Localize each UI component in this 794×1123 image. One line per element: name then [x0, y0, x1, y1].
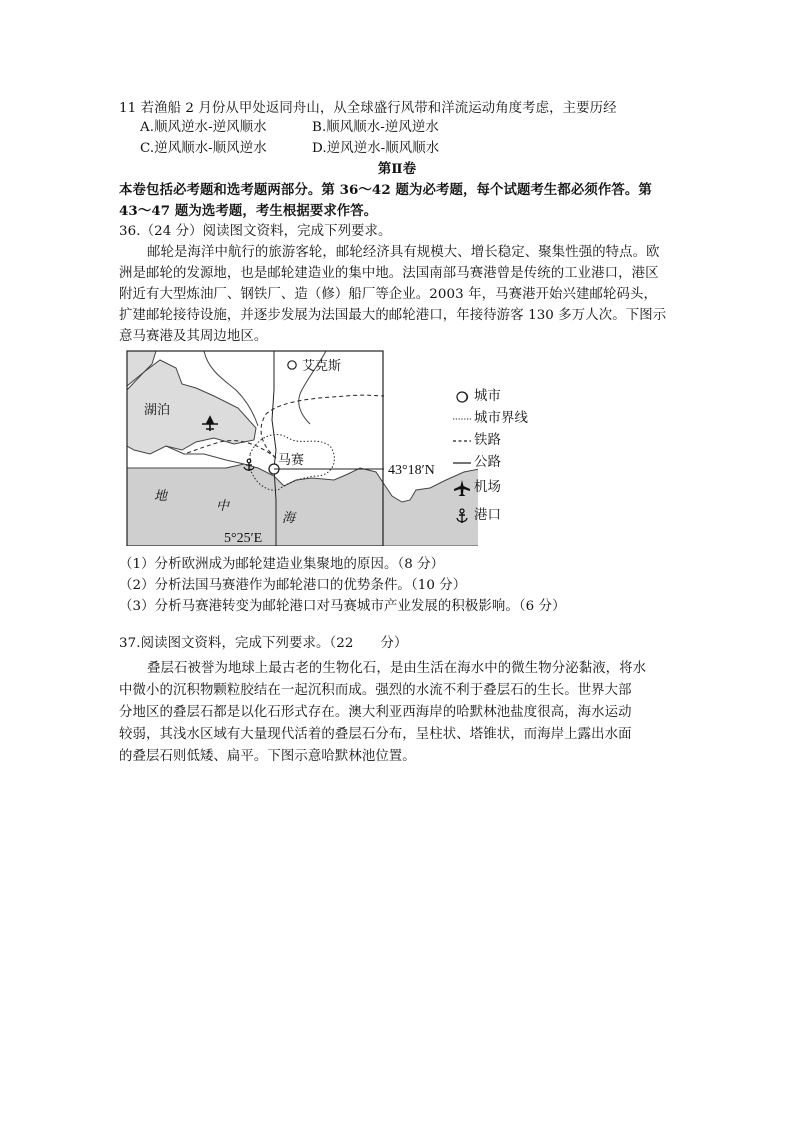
q36-para-line: 扩建邮轮接待设施，并逐步发展为法国最大的邮轮港口，年接待游客 130 多万人次。下图示 — [119, 308, 667, 323]
q11-stem: 11 若渔船 2 月份从甲处返同舟山，从全球盛行风带和洋流运动角度考虑，主要历经 — [119, 101, 617, 116]
q36-sub-question: （1）分析欧洲成为邮轮建造业集聚地的原因。（8 分） — [119, 557, 445, 572]
q37-header: 37.阅读图文资料，完成下列要求。（22 分） — [119, 636, 408, 651]
road-icon — [452, 455, 472, 471]
aix-city-icon — [288, 361, 296, 369]
anchor-icon — [453, 507, 471, 525]
legend-item-boundary — [454, 410, 574, 432]
label-lake: 湖泊 — [144, 403, 171, 418]
label-aix: 艾克斯 — [302, 359, 342, 374]
city-circle-icon — [454, 389, 470, 405]
q11-option-b: B.顺风顺水-逆风逆水 — [312, 120, 439, 135]
section-note-line1: 本卷包括必考题和选考题两部分。第 36～42 题为必考题，每个试题考生都必须作答。第 — [119, 182, 652, 198]
q37-para-line: 叠层石被誉为地球上最古老的生物化石，是由生活在海水中的微生物分泌黏液，将水 — [147, 661, 647, 676]
map-legend-list — [454, 388, 574, 528]
q37-para-line: 较弱，其浅水区域有大量现代活着的叠层石分布，呈柱状、塔锥状，而海岸上露出水面 — [119, 727, 632, 742]
legend-item-road — [454, 454, 574, 478]
label-marseille: 马赛 — [278, 453, 305, 468]
latitude-label: 43°18′N — [388, 463, 435, 478]
q11-option-a: A.顺风逆水-逆风顺水 — [140, 120, 267, 135]
q36-para-line: 附近有大型炼油厂、钢铁厂、造（修）船厂等企业。2003 年，马赛港开始兴建邮轮码头， — [119, 287, 657, 302]
legend-label: 城市 — [474, 389, 501, 404]
q36-para-line: 洲是邮轮的发源地，也是邮轮建造业的集中地。法国南部马赛港曾是传统的工业港口，港区 — [119, 266, 659, 281]
legend-label: 港口 — [474, 508, 501, 523]
q37-para-line: 分地区的叠层石都是以化石形式存在。澳大利亚西海岸的哈默林池盐度很高，海水运动 — [119, 705, 632, 720]
city-boundary-icon — [452, 411, 472, 427]
section-note-line2: 43～47 题为选考题，考生根据要求作答。 — [119, 203, 378, 219]
q36-para-line: 意马赛港及其周边地区。 — [119, 329, 268, 344]
marseille-map — [126, 350, 478, 546]
airplane-icon — [453, 479, 471, 497]
railway-icon — [452, 433, 472, 449]
legend-item-port — [454, 506, 574, 528]
section-title: 第Ⅱ卷 — [377, 161, 417, 177]
legend-item-airport — [454, 478, 574, 506]
q37-para-line: 的叠层石则低矮、扁平。下图示意哈默林池位置。 — [119, 749, 416, 764]
legend-label: 铁路 — [474, 433, 501, 448]
q37-para-line: 中微小的沉积物颗粒胶结在一起沉积而成。强烈的水流不利于叠层石的生长。世界大部 — [119, 683, 632, 698]
q11-option-d: D.逆风逆水-顺风顺水 — [312, 141, 440, 156]
legend-item-city — [454, 388, 574, 410]
legend-label: 城市界线 — [474, 411, 528, 426]
q36-header: 36.（24 分）阅读图文资料，完成下列要求。 — [119, 224, 392, 239]
q36-sub-question: （3）分析马赛港转变为邮轮港口对马赛城市产业发展的积极影响。（6 分） — [119, 599, 566, 614]
label-sea-2: 中 — [216, 499, 230, 514]
q36-sub-question: （2）分析法国马赛港作为邮轮港口的优势条件。（10 分） — [119, 578, 467, 593]
legend-label: 机场 — [474, 480, 501, 495]
longitude-label: 5°25′E — [224, 531, 263, 546]
legend-label: 公路 — [474, 455, 501, 470]
q36-para-line: 邮轮是海洋中航行的旅游客轮，邮轮经济具有规模大、增长稳定、聚集性强的特点。欧 — [147, 245, 660, 260]
legend-item-railway — [454, 432, 574, 454]
q11-option-c: C.逆风顺水-顺风逆水 — [140, 141, 267, 156]
label-sea-3: 海 — [282, 511, 296, 526]
label-sea-1: 地 — [154, 489, 168, 504]
